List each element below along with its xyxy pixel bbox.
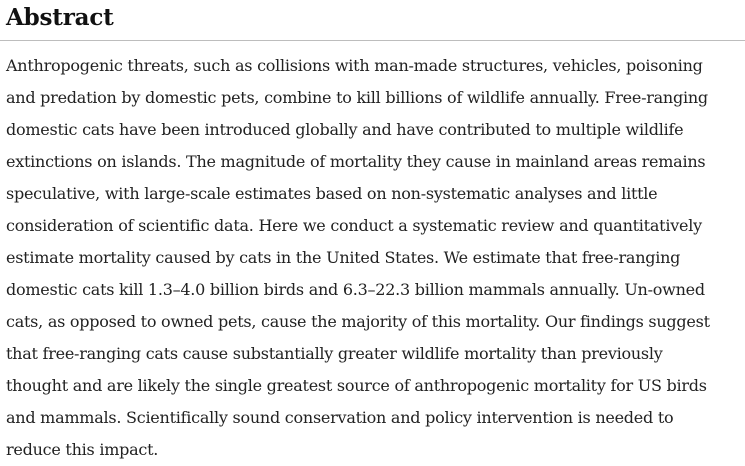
abstract-line: speculative, with large-scale estimates based on non-systematic analyses and little (6, 184, 658, 203)
abstract-line: reduce this impact. (6, 440, 159, 459)
abstract-body (6, 50, 742, 466)
abstract-line: and predation by domestic pets, combine to kill billions of wildlife annually. Free-ranging (6, 88, 708, 107)
abstract-line: Anthropogenic threats, such as collisions with man-made structures, vehicles, poisoning (6, 56, 703, 75)
abstract-line: cats, as opposed to owned pets, cause the majority of this mortality. Our findings suggest (6, 312, 710, 331)
abstract-line: estimate mortality caused by cats in the United States. We estimate that free-ranging (6, 248, 681, 267)
abstract-line: consideration of scientific data. Here we conduct a systematic review and quantitatively (6, 216, 702, 235)
abstract-line: extinctions on islands. The magnitude of mortality they cause in mainland areas remains (6, 152, 706, 171)
abstract-line: domestic cats kill 1.3–4.0 billion birds and 6.3–22.3 billion mammals annually. Un-owned (6, 280, 705, 299)
abstract-line: thought and are likely the single greatest source of anthropogenic mortality for US birds (6, 376, 707, 395)
abstract-line: that free-ranging cats cause substantially greater wildlife mortality than previously (6, 344, 663, 363)
abstract-line: domestic cats have been introduced globally and have contributed to multiple wildlife (6, 120, 684, 139)
abstract-line: and mammals. Scientifically sound conservation and policy intervention is needed to (6, 408, 674, 427)
abstract-heading: Abstract (6, 4, 114, 31)
heading-divider (0, 40, 745, 41)
